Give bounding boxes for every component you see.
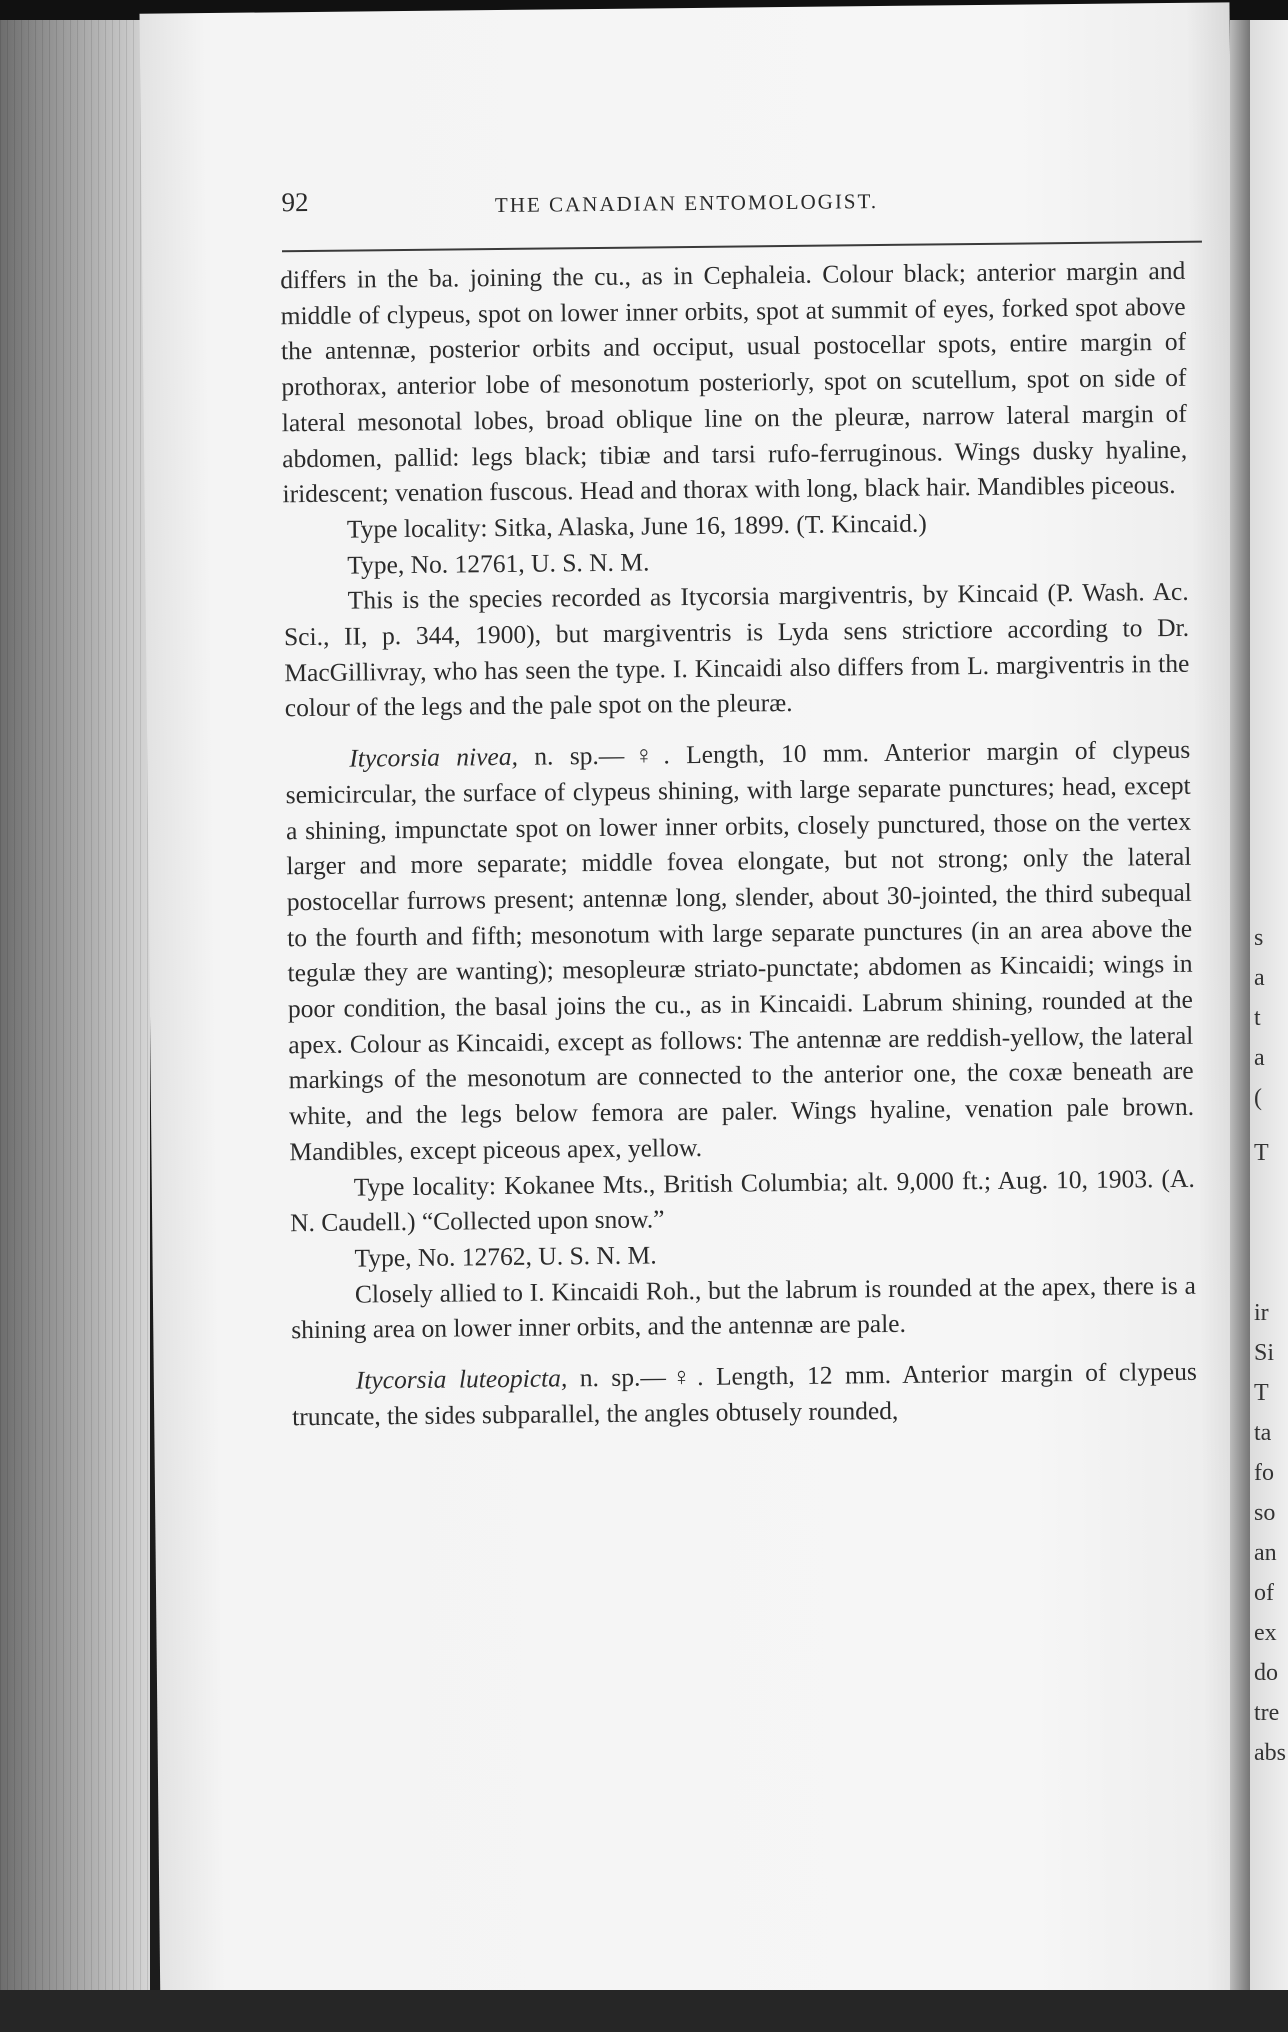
paragraph-species-luteopicta (292, 1354, 1198, 1435)
facing-fragment: ir (1254, 1300, 1269, 1326)
facing-fragment: of (1254, 1580, 1274, 1606)
facing-fragment: tre (1254, 1700, 1280, 1726)
facing-fragment: an (1254, 1540, 1277, 1566)
species-description-luteopicta: n. sp.—♀. Length, 12 mm. Anterior margin of clypeus truncate, the sides subparallel, the angles obtusely rounded, (292, 1356, 1197, 1432)
facing-fragment: a (1254, 965, 1265, 991)
facing-fragment: ta (1254, 1420, 1272, 1446)
facing-fragment: T (1254, 1380, 1269, 1406)
species-name-luteopicta: Itycorsia luteopicta, (355, 1363, 568, 1395)
paragraph-description-continued: differs in the ba. joining the cu., as in Cephaleia. Colour black; anterior margin and middle of clypeus, spot on lower inner orbits, spot at summit of eyes, forked spot above the antennæ, posterior orbits and occiput, usual postocellar spots, entire margin of prothorax, anterior lobe of mesonotum posteriorly, spot on scutellum, spot on side of lateral mesonotal lobes, broad oblique line on the pleuræ, narrow lateral margin of abdomen, pallid: legs black; tibiæ and tarsi rufo-ferruginous. Wings dusky hyaline, iridescent; venation fuscous. Head and thorax with long, black hair. Mandibles piceous. (280, 255, 1188, 509)
facing-fragment: do (1254, 1660, 1278, 1686)
species-description-nivea: n. sp.—♀. Length, 10 mm. Anterior margin of clypeus semicircular, the surface of clypeus shining, with large separate punctures; head, except a shining, impunctate spot on lower inner orbits, closely punctured, those on the vertex larger and more separate; middle fovea elongate, but not strong; only the lateral postocellar furrows present; antennæ long, slender, about 30-jointed, the third subequal to the fourth and fifth; mesonotum with large separate punctures (in an area above the tegulæ they are wanting); mesopleuræ striato-punctate; abdomen as Kincaidi; wings in poor condition, the basal joins the cu., as in Kincaidi. Labrum shining, rounded at the apex. Colour as Kincaidi, except as follows: The antennæ are reddish-yellow, the lateral markings of the mesonotum are connected to the anterior one, the coxæ beneath are white, and the legs below femora are paler. Wings hyaline, venation pale brown. Mandibles, except piceous apex, yellow. (285, 734, 1195, 1167)
page-number: 92 (281, 187, 309, 218)
facing-fragment: ( (1254, 1085, 1262, 1111)
facing-fragment: Si (1254, 1340, 1275, 1366)
page-header (141, 177, 1231, 228)
header-rule (282, 241, 1202, 253)
paragraph-type-locality: Type locality: Sitka, Alaska, June 16, 1899. (T. Kincaid.) (346, 508, 927, 544)
book-gutter (0, 0, 150, 2032)
paragraph-species-nivea (285, 732, 1194, 1170)
facing-fragment: T (1254, 1140, 1269, 1166)
paragraph-type-locality-nivea: Type locality: Kokanee Mts., British Columbia; alt. 9,000 ft.; Aug. 10, 1903. (A. N. Caudell.) “Collected upon snow.” (290, 1163, 1195, 1238)
paragraph-remarks: This is the species recorded as Itycorsia margiventris, by Kincaid (P. Wash. Ac. Sci., II, p. 344, 1900), but margiventris is Lyda sens strictiore according to Dr. MacGillivray, who has seen the type. I. Kincaidi also differs from L. margiventris in the colour of the legs and the pale spot on the pleuræ. (283, 577, 1190, 723)
book-page (140, 2, 1251, 2023)
scan-border-bottom (0, 1990, 1288, 2032)
facing-page-edge (1250, 20, 1288, 2010)
facing-fragment: s (1254, 925, 1264, 951)
facing-fragment: so (1254, 1500, 1276, 1526)
species-name-nivea: Itycorsia nivea, (349, 741, 519, 773)
facing-fragment: t (1254, 1005, 1261, 1031)
paragraph-type-number-nivea: Type, No. 12762, U. S. N. M. (354, 1240, 657, 1273)
facing-fragment: ex (1254, 1620, 1277, 1646)
paragraph-comparison-nivea: Closely allied to I. Kincaidi Roh., but the labrum is rounded at the apex, there is a shining area on lower inner orbits, and the antennæ are pale. (291, 1270, 1197, 1345)
facing-fragment: fo (1254, 1460, 1274, 1486)
facing-fragment: abs (1254, 1740, 1286, 1766)
paragraph-type-number: Type, No. 12761, U. S. N. M. (347, 547, 650, 580)
facing-fragment: a (1254, 1045, 1265, 1071)
running-head: THE CANADIAN ENTOMOLOGIST. (494, 189, 879, 218)
page-body (280, 253, 1197, 1435)
